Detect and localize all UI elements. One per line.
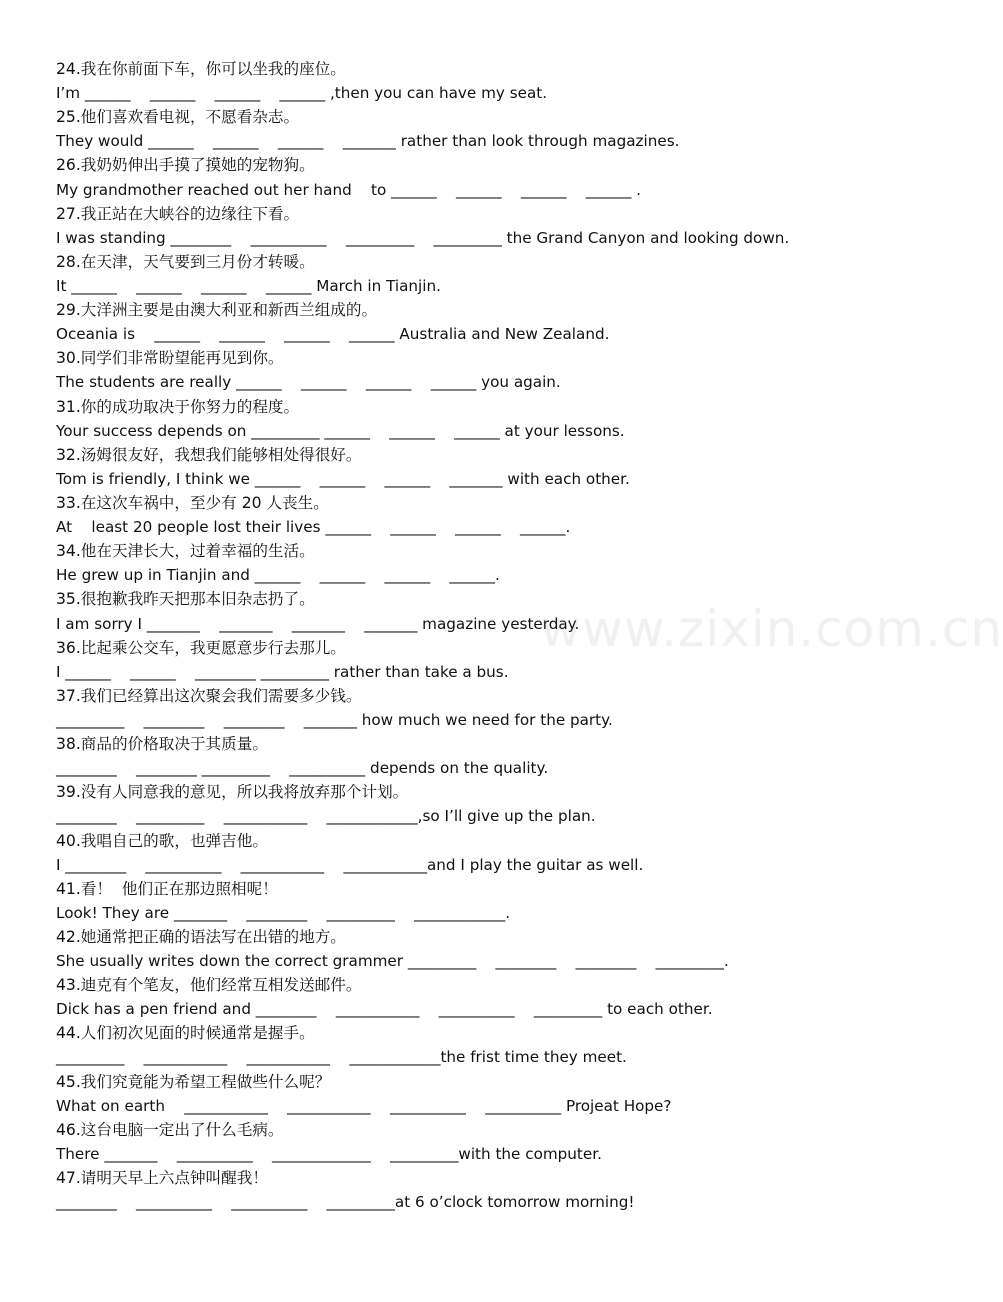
question-prompt: 25.他们喜欢看电视，不愿看杂志。 [56, 108, 300, 127]
answer-line: I was standing ________ __________ _________ _________ the Grand Canyon and looking down. [56, 228, 790, 247]
question-prompt: 46.这台电脑一定出了什么毛病。 [56, 1120, 284, 1139]
question-prompt: 39.没有人同意我的意见，所以我将放弃那个计划。 [56, 783, 409, 802]
question-prompt: 33.在这次车祸中，至少有 20 人丧生。 [56, 493, 329, 512]
answer-line: She usually writes down the correct grammer _________ ________ ________ _________. [56, 952, 729, 971]
answer-line: I ________ __________ ___________ ___________and I play the guitar as well. [56, 855, 644, 874]
answer-line: Tom is friendly, I think we ______ ______ ______ _______ with each other. [56, 469, 630, 488]
question-prompt: 37.我们已经算出这次聚会我们需要多少钱。 [56, 686, 362, 705]
answer-line: There _______ __________ _____________ _________with the computer. [56, 1144, 602, 1163]
answer-line: Look! They are _______ ________ _________ ____________. [56, 903, 511, 922]
question-prompt: 32.汤姆很友好，我想我们能够相处得很好。 [56, 445, 362, 464]
answer-line: I’m ______ ______ ______ ______ ,then you can have my seat. [56, 84, 548, 103]
question-prompt: 35.很抱歉我昨天把那本旧杂志扔了。 [56, 590, 315, 609]
answer-line: Dick has a pen friend and ________ ___________ __________ _________ to each other. [56, 1000, 713, 1019]
answer-line: _________ ________ ________ _______ how much we need for the party. [56, 710, 613, 729]
question-prompt: 45.我们究竟能为希望工程做些什么呢？ [56, 1072, 331, 1091]
question-prompt: 40.我唱自己的歌，也弹吉他。 [56, 831, 268, 850]
question-prompt: 43.迪克有个笔友，他们经常互相发送邮件。 [56, 976, 362, 995]
watermark: www.zixin.com.cn [540, 600, 1003, 658]
question-prompt: 27.我正站在大峡谷的边缘往下看。 [56, 204, 300, 223]
answer-line: My grandmother reached out her hand to ______ ______ ______ ______ . [56, 180, 641, 199]
question-prompt: 29.大洋洲主要是由澳大利亚和新西兰组成的。 [56, 301, 378, 320]
answer-line: What on earth ___________ ___________ __________ __________ Projeat Hope? [56, 1096, 672, 1115]
answer-line: I am sorry I _______ _______ _______ _______ magazine yesterday. [56, 614, 580, 633]
question-prompt: 44.人们初次见面的时候通常是握手。 [56, 1024, 315, 1043]
answer-line: He grew up in Tianjin and ______ ______ ______ ______. [56, 566, 500, 585]
answer-line: The students are really ______ ______ ______ ______ you again. [56, 373, 561, 392]
worksheet-page [56, 57, 896, 1214]
answer-line: ________ _________ ___________ ____________,so I’ll give up the plan. [56, 807, 596, 826]
answer-line: Your success depends on _________ ______ ______ ______ at your lessons. [56, 421, 625, 440]
question-prompt: 28.在天津，天气要到三月份才转暖。 [56, 252, 315, 271]
question-prompt: 42.她通常把正确的语法写在出错的地方。 [56, 927, 346, 946]
answer-line: ________ ________ _________ __________ depends on the quality. [56, 759, 549, 778]
answer-line: Oceania is ______ ______ ______ ______ Australia and New Zealand. [56, 325, 610, 344]
question-prompt: 24.我在你前面下车，你可以坐我的座位。 [56, 60, 346, 78]
answer-line: I ______ ______ ________ _________ rather than take a bus. [56, 662, 509, 681]
answer-line: _________ ___________ ___________ ____________the frist time they meet. [56, 1048, 627, 1067]
question-prompt: 38.商品的价格取决于其质量。 [56, 735, 268, 754]
question-prompt: 30.同学们非常盼望能再见到你。 [56, 349, 284, 368]
answer-line: They would ______ ______ ______ _______ rather than look through magazines. [56, 132, 680, 151]
question-prompt: 36.比起乘公交车，我更愿意步行去那儿。 [56, 638, 346, 657]
question-prompt: 47.请明天早上六点钟叫醒我！ [56, 1169, 268, 1188]
question-prompt: 34.他在天津长大，过着幸福的生活。 [56, 542, 315, 561]
question-prompt: 41.看！ 他们正在那边照相呢！ [56, 879, 278, 898]
question-prompt: 31.你的成功取决于你努力的程度。 [56, 397, 300, 416]
question-prompt: 26.我奶奶伸出手摸了摸她的宠物狗。 [56, 156, 315, 175]
answer-line: ________ __________ __________ _________at 6 o’clock tomorrow morning! [56, 1193, 635, 1212]
answer-line: It ______ ______ ______ ______ March in Tianjin. [56, 276, 441, 295]
answer-line: At least 20 people lost their lives ______ ______ ______ ______. [56, 518, 571, 537]
